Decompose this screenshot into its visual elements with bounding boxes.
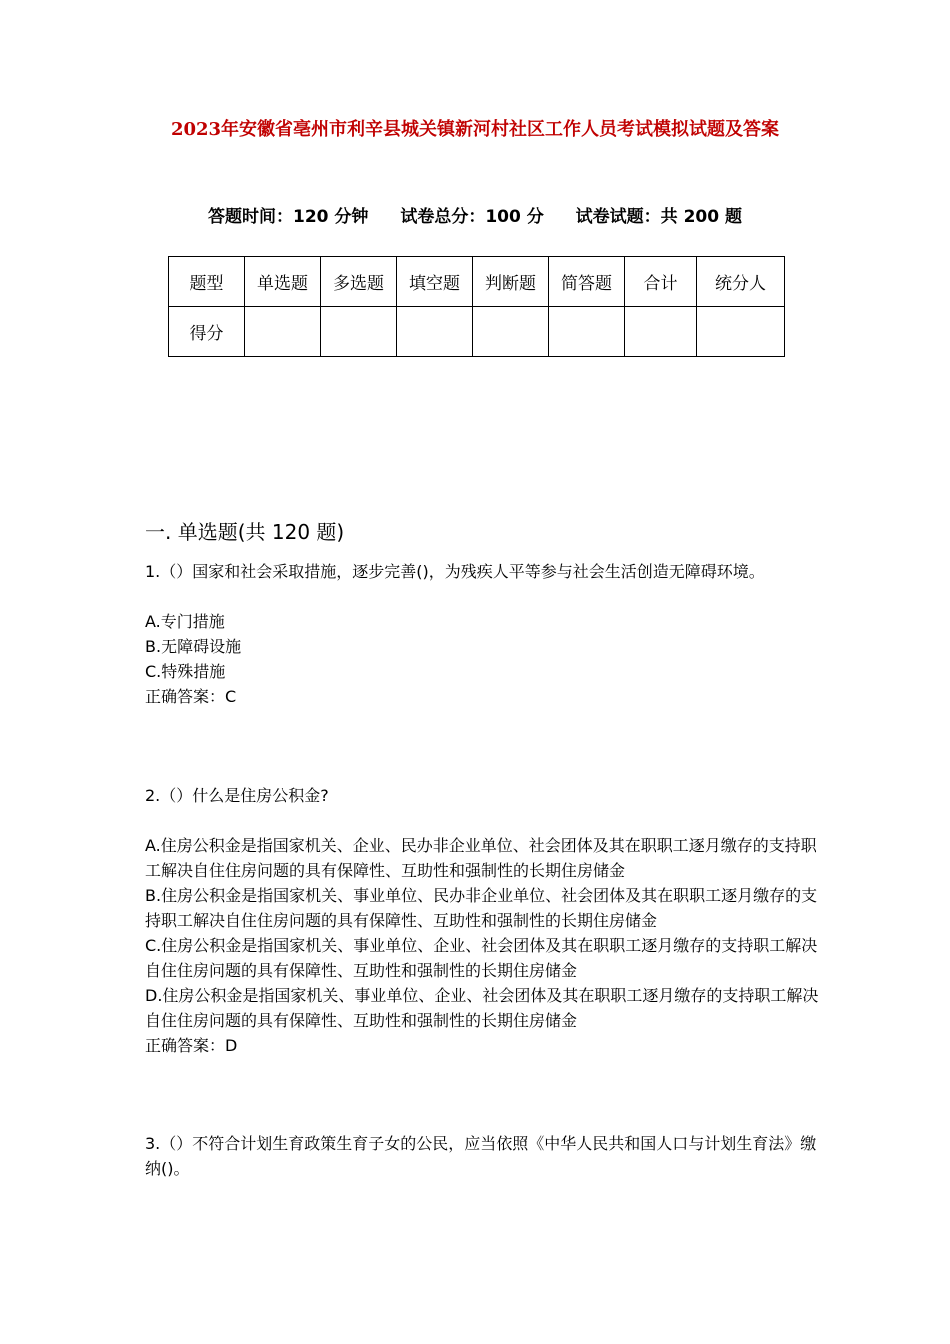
exam-meta [0,202,950,227]
exam-time: 答题时间：120 分钟 [208,207,369,227]
document-title: 2023年安徽省亳州市利辛县城关镇新河村社区工作人员考试模拟试题及答案 [170,119,780,140]
question-3 [145,1131,825,1181]
option-a: A.专门措施 [145,612,225,631]
question-stem: 3.（）不符合计划生育政策生育子女的公民，应当依照《中华人民共和国人口与计划生育法》缴纳()。 [145,1134,817,1178]
score-cell [473,307,549,357]
score-cell [549,307,625,357]
option-d: D.住房公积金是指国家机关、事业单位、企业、社会团体及其在职职工逐月缴存的支持职工解决自住住房问题的具有保障性、互助性和强制性的长期住房储金 [145,986,819,1030]
table-header-cell: 合计 [625,257,697,307]
question-stem: 2.（）什么是住房公积金? [145,786,329,805]
option-a: A.住房公积金是指国家机关、企业、民办非企业单位、社会团体及其在职职工逐月缴存的支持职工解决自住住房问题的具有保障性、互助性和强制性的长期住房储金 [145,836,817,880]
score-table-header-row [169,257,785,307]
score-table-score-row [169,307,785,357]
table-header-cell: 统分人 [697,257,785,307]
section-title: 一. 单选题(共 120 题) [145,520,345,544]
question-stem: 1.（）国家和社会采取措施，逐步完善()，为残疾人平等参与社会生活创造无障碍环境。 [145,562,765,581]
score-table [168,256,785,357]
score-row-label: 得分 [169,307,245,357]
table-header-cell: 简答题 [549,257,625,307]
correct-answer: 正确答案：D [145,1036,238,1055]
table-header-cell: 题型 [169,257,245,307]
table-header-cell: 判断题 [473,257,549,307]
exam-total-score: 试卷总分：100 分 [400,207,544,227]
score-cell [697,307,785,357]
option-c: C.特殊措施 [145,662,226,681]
table-header-cell: 多选题 [321,257,397,307]
exam-question-count: 试卷试题：共 200 题 [575,207,742,227]
question-1 [145,559,825,709]
score-cell [321,307,397,357]
score-cell [397,307,473,357]
question-2 [145,783,825,1058]
score-cell [245,307,321,357]
option-b: B.无障碍设施 [145,637,242,656]
correct-answer: 正确答案：C [145,687,237,706]
option-b: B.住房公积金是指国家机关、事业单位、民办非企业单位、社会团体及其在职职工逐月缴存的支持职工解决自住住房问题的具有保障性、互助性和强制性的长期住房储金 [145,886,818,930]
table-header-cell: 单选题 [245,257,321,307]
option-c: C.住房公积金是指国家机关、事业单位、企业、社会团体及其在职职工逐月缴存的支持职工解决自住住房问题的具有保障性、互助性和强制性的长期住房储金 [145,936,818,980]
score-cell [625,307,697,357]
table-header-cell: 填空题 [397,257,473,307]
